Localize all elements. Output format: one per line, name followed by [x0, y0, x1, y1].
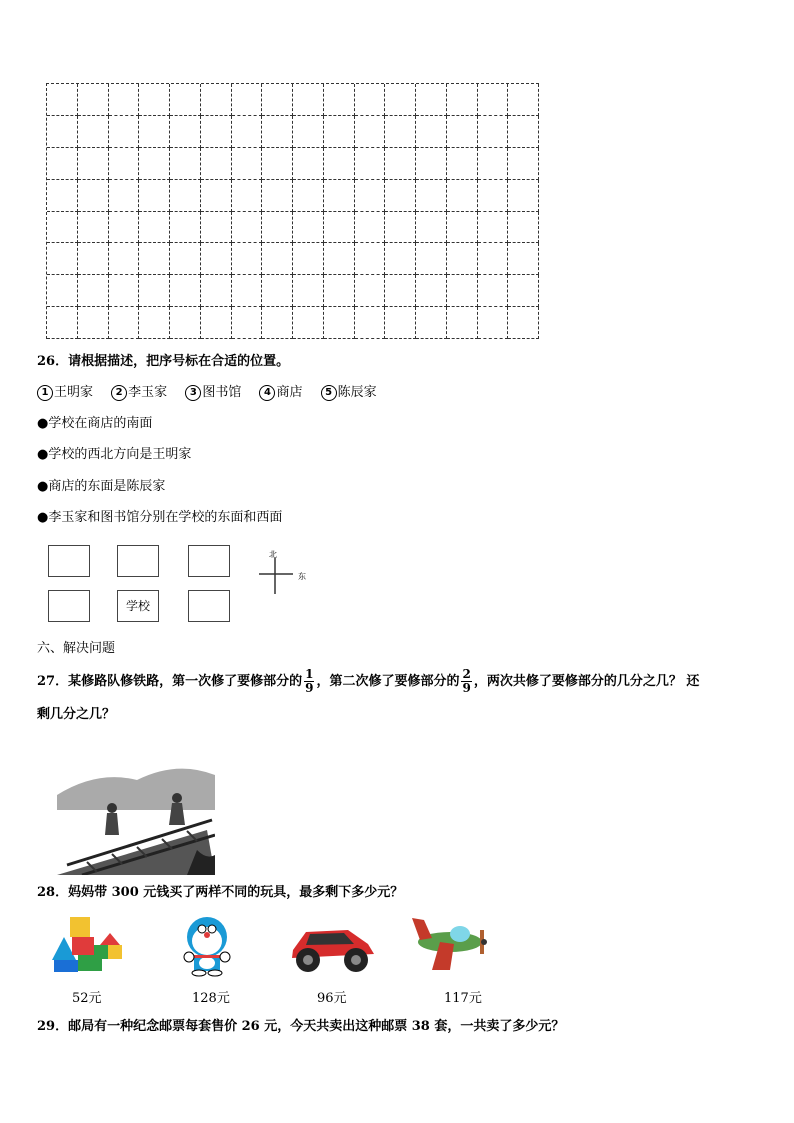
grid-cell — [416, 116, 447, 148]
price-doraemon: 128元 — [192, 991, 230, 1006]
grid-cell — [201, 116, 232, 148]
grid-cell — [478, 180, 509, 212]
grid-cell — [139, 243, 170, 275]
grid-cell — [478, 275, 509, 307]
grid-cell — [47, 243, 78, 275]
price-plane: 117元 — [444, 991, 482, 1006]
grid-cell — [109, 243, 140, 275]
grid-cell — [109, 148, 140, 180]
grid-cell — [416, 275, 447, 307]
school-box: 学校 — [117, 590, 159, 622]
grid-cell — [355, 212, 386, 244]
grid-cell — [201, 84, 232, 116]
grid-cell — [447, 243, 478, 275]
grid-cell — [170, 180, 201, 212]
grid-cell — [262, 243, 293, 275]
grid-cell — [47, 180, 78, 212]
grid-cell — [170, 212, 201, 244]
grid-cell — [78, 148, 109, 180]
option-2: 2 李玉家 — [111, 385, 167, 400]
grid-cell — [232, 84, 263, 116]
doraemon-icon — [180, 915, 235, 977]
grid-cell — [508, 243, 539, 275]
grid-cell — [293, 84, 324, 116]
grid-cell — [508, 148, 539, 180]
grid-cell — [262, 84, 293, 116]
compass-icon — [255, 548, 315, 598]
fraction-2-9: $\frac{2}{9}$ — [462, 667, 471, 695]
question-29: 29．邮局有一种纪念邮票每套售价 26 元，今天共卖出这种邮票 38 套，一共卖了多少元？ — [37, 1019, 565, 1034]
grid-cell — [262, 148, 293, 180]
grid-cell — [293, 307, 324, 339]
question-28: 28．妈妈带 300 元钱买了两样不同的玩具，最多剩下多少元？ — [37, 885, 404, 900]
grid-cell — [478, 307, 509, 339]
grid-cell — [47, 84, 78, 116]
grid-cell — [324, 243, 355, 275]
grid-cell — [416, 243, 447, 275]
grid-cell — [478, 116, 509, 148]
grid-cell — [139, 84, 170, 116]
question-27: 27．某修路队修铁路，第一次修了要修部分的 $\frac{1}{9}$ ，第二次修了要修部分的 $\frac{2}{9}$ ，两次共修了要修部分的几分之几？ 还 — [37, 667, 700, 695]
grid-cell — [293, 180, 324, 212]
question-26-title: 26．请根据描述，把序号标在合适的位置。 — [37, 354, 290, 369]
grid-cell — [78, 243, 109, 275]
grid-cell — [139, 212, 170, 244]
grid-cell — [78, 180, 109, 212]
section-6-heading: 六、解决问题 — [37, 641, 116, 656]
clue-4: ●李玉家和图书馆分别在学校的东面和西面 — [37, 510, 283, 525]
grid-cell — [324, 148, 355, 180]
grid-cell — [508, 180, 539, 212]
position-box — [48, 590, 90, 622]
grid-cell — [262, 116, 293, 148]
question-27-line2: 剩几分之几？ — [37, 707, 116, 722]
grid-cell — [447, 212, 478, 244]
grid-cell — [139, 148, 170, 180]
grid-cell — [201, 307, 232, 339]
grid-cell — [508, 275, 539, 307]
grid-cell — [170, 307, 201, 339]
grid-cell — [447, 275, 478, 307]
question-26-options — [37, 384, 391, 402]
grid-cell — [232, 307, 263, 339]
grid-cell — [324, 84, 355, 116]
grid-cell — [355, 148, 386, 180]
grid-cell — [139, 116, 170, 148]
grid-cell — [47, 116, 78, 148]
grid-cell — [478, 84, 509, 116]
grid-cell — [262, 275, 293, 307]
grid-cell — [385, 84, 416, 116]
grid-cell — [324, 212, 355, 244]
clue-1: ●学校在商店的南面 — [37, 416, 153, 431]
grid-cell — [385, 116, 416, 148]
grid-cell — [355, 116, 386, 148]
toy-plane-icon — [410, 912, 492, 974]
grid-cell — [447, 148, 478, 180]
compass-north-label: 北 — [269, 550, 277, 559]
grid-cell — [385, 148, 416, 180]
grid-cell — [109, 212, 140, 244]
grid-cell — [201, 275, 232, 307]
grid-cell — [139, 307, 170, 339]
grid-cell — [232, 180, 263, 212]
grid-cell — [139, 180, 170, 212]
grid-cell — [355, 275, 386, 307]
grid-cell — [416, 180, 447, 212]
grid-cell — [324, 180, 355, 212]
building-blocks-icon — [50, 915, 124, 975]
clue-3: ●商店的东面是陈辰家 — [37, 479, 166, 494]
grid-cell — [355, 180, 386, 212]
grid-cell — [78, 307, 109, 339]
grid-cell — [447, 116, 478, 148]
grid-cell — [416, 307, 447, 339]
grid-cell — [78, 275, 109, 307]
grid-cell — [385, 307, 416, 339]
grid-cell — [293, 243, 324, 275]
grid-cell — [201, 243, 232, 275]
grid-cell — [170, 243, 201, 275]
grid-cell — [447, 84, 478, 116]
grid-cell — [508, 212, 539, 244]
grid-cell — [385, 212, 416, 244]
grid-cell — [447, 307, 478, 339]
option-4: 4 商店 — [259, 385, 302, 400]
option-1: 1 王明家 — [37, 385, 93, 400]
grid-cell — [508, 307, 539, 339]
grid-cell — [170, 116, 201, 148]
grid-cell — [324, 307, 355, 339]
grid-cell — [355, 243, 386, 275]
fraction-1-9: $\frac{1}{9}$ — [305, 667, 314, 695]
grid-cell — [293, 212, 324, 244]
grid-cell — [109, 180, 140, 212]
grid-cell — [109, 84, 140, 116]
compass-east-label: 东 — [298, 572, 306, 581]
grid-cell — [139, 275, 170, 307]
grid-cell — [47, 212, 78, 244]
toy-car-icon — [288, 920, 378, 975]
grid-cell — [170, 148, 201, 180]
grid-cell — [78, 84, 109, 116]
grid-cell — [201, 180, 232, 212]
grid-cell — [47, 307, 78, 339]
position-box — [117, 545, 159, 577]
grid-cell — [447, 180, 478, 212]
grid-cell — [508, 116, 539, 148]
option-5: 5 陈辰家 — [321, 385, 377, 400]
grid-cell — [262, 180, 293, 212]
railway-workers-illustration — [57, 750, 215, 875]
grid-cell — [232, 148, 263, 180]
option-3: 3 图书馆 — [185, 385, 241, 400]
position-box — [188, 590, 230, 622]
grid-cell — [232, 275, 263, 307]
grid-cell — [170, 84, 201, 116]
grid-cell — [508, 84, 539, 116]
position-box — [48, 545, 90, 577]
grid-cell — [201, 212, 232, 244]
grid-cell — [232, 116, 263, 148]
grid-cell — [324, 116, 355, 148]
grid-cell — [232, 243, 263, 275]
grid-cell — [262, 212, 293, 244]
clue-2: ●学校的西北方向是王明家 — [37, 447, 192, 462]
grid-cell — [293, 275, 324, 307]
grid-cell — [47, 148, 78, 180]
grid-cell — [385, 243, 416, 275]
grid-cell — [78, 116, 109, 148]
grid-cell — [385, 180, 416, 212]
grid-cell — [109, 275, 140, 307]
grid-cell — [355, 307, 386, 339]
grid-cell — [478, 148, 509, 180]
grid-cell — [416, 84, 447, 116]
grid-cell — [232, 212, 263, 244]
grid-cell — [385, 275, 416, 307]
dashed-drawing-grid — [46, 83, 539, 339]
grid-cell — [355, 84, 386, 116]
grid-cell — [478, 243, 509, 275]
grid-cell — [109, 307, 140, 339]
position-box — [188, 545, 230, 577]
grid-cell — [262, 307, 293, 339]
grid-cell — [78, 212, 109, 244]
grid-cell — [170, 275, 201, 307]
grid-cell — [109, 116, 140, 148]
grid-cell — [293, 148, 324, 180]
grid-cell — [416, 212, 447, 244]
price-blocks: 52元 — [72, 991, 102, 1006]
grid-cell — [478, 212, 509, 244]
grid-cell — [47, 275, 78, 307]
grid-cell — [201, 148, 232, 180]
price-car: 96元 — [317, 991, 347, 1006]
grid-cell — [293, 116, 324, 148]
grid-cell — [324, 275, 355, 307]
grid-cell — [416, 148, 447, 180]
